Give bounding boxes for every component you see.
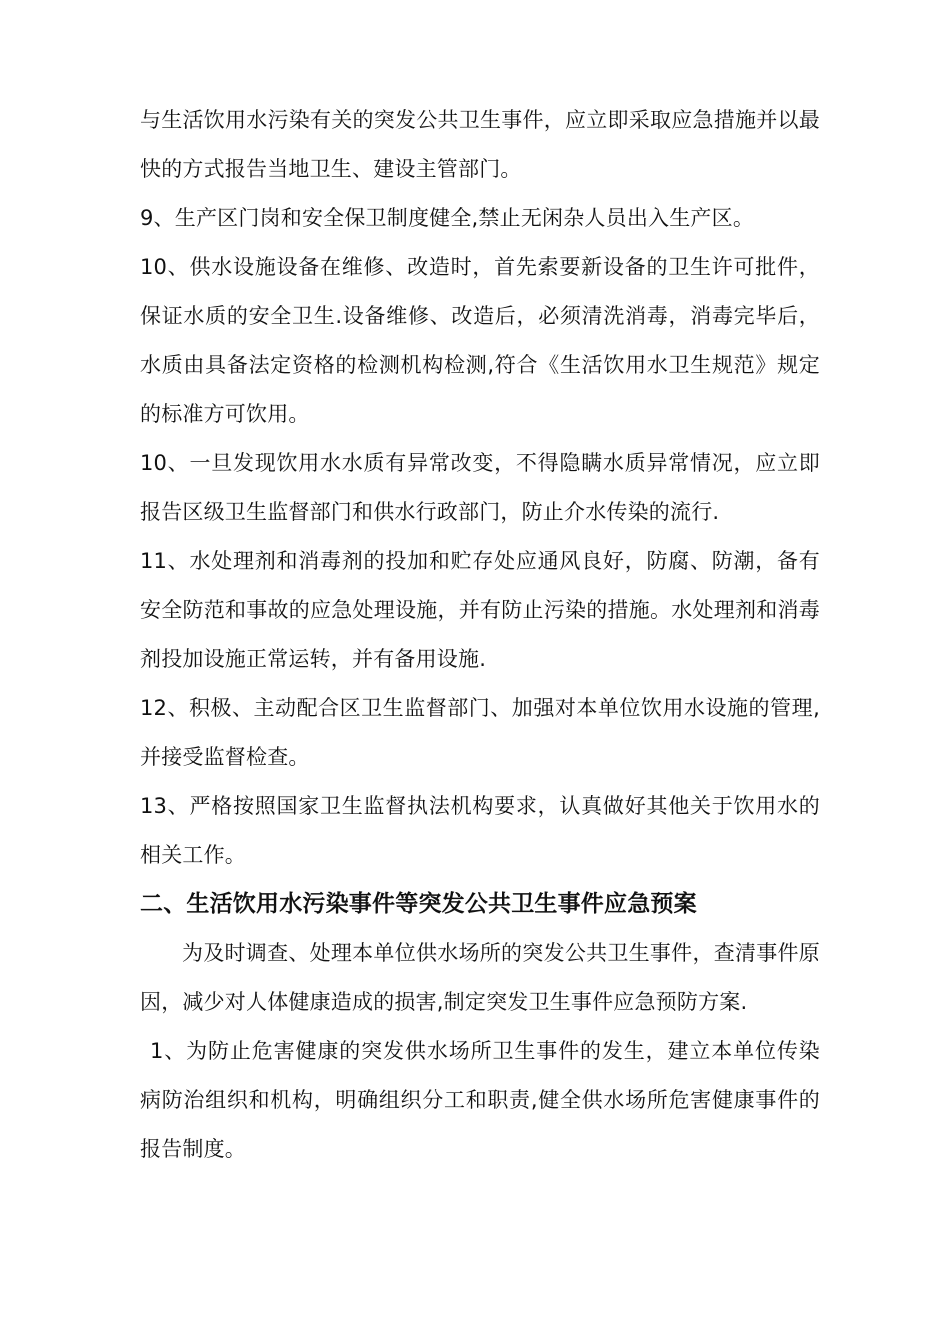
paragraph-item-12: 12、积极、主动配合区卫生监督部门、加强对本单位饮用水设施的管理,并接受监督检查。 <box>140 696 820 769</box>
paragraph-item-9: 9、生产区门岗和安全保卫制度健全,禁止无闲杂人员出入生产区。 <box>140 206 755 230</box>
paragraph-item-11: 11、水处理剂和消毒剂的投加和贮存处应通风良好，防腐、防潮，备有安全防范和事故的应急处理设施，并有防止污染的措施。水处理剂和消毒剂投加设施正常运转，并有备用设施. <box>140 549 820 671</box>
paragraph-item-10-maintenance: 10、供水设施设备在维修、改造时，首先索要新设备的卫生许可批件，保证水质的安全卫生.设备维修、改造后，必须清洗消毒，消毒完毕后，水质由具备法定资格的检测机构检测,符合《生活饮用水卫生规范》规定的标准方可饮用。 <box>140 255 820 426</box>
paragraph-intro: 为及时调查、处理本单位供水场所的突发公共卫生事件，查清事件原因，减少对人体健康造成的损害,制定突发卫生事件应急预防方案. <box>140 941 820 1014</box>
paragraph-item-10-abnormal: 10、一旦发现饮用水水质有异常改变，不得隐瞒水质异常情况，应立即报告区级卫生监督部门和供水行政部门，防止介水传染的流行. <box>140 451 820 524</box>
document-body <box>140 96 820 1174</box>
paragraph-item-13: 13、严格按照国家卫生监督执法机构要求，认真做好其他关于饮用水的相关工作。 <box>140 794 820 867</box>
paragraph-plan-item-1: 1、为防止危害健康的突发供水场所卫生事件的发生，建立本单位传染病防治组织和机构，明确组织分工和职责,健全供水场所危害健康事件的报告制度。 <box>140 1039 820 1161</box>
paragraph-emergency-report: 与生活饮用水污染有关的突发公共卫生事件，应立即采取应急措施并以最快的方式报告当地卫生、建设主管部门。 <box>140 108 820 181</box>
section-heading: 二、生活饮用水污染事件等突发公共卫生事件应急预案 <box>140 891 697 917</box>
